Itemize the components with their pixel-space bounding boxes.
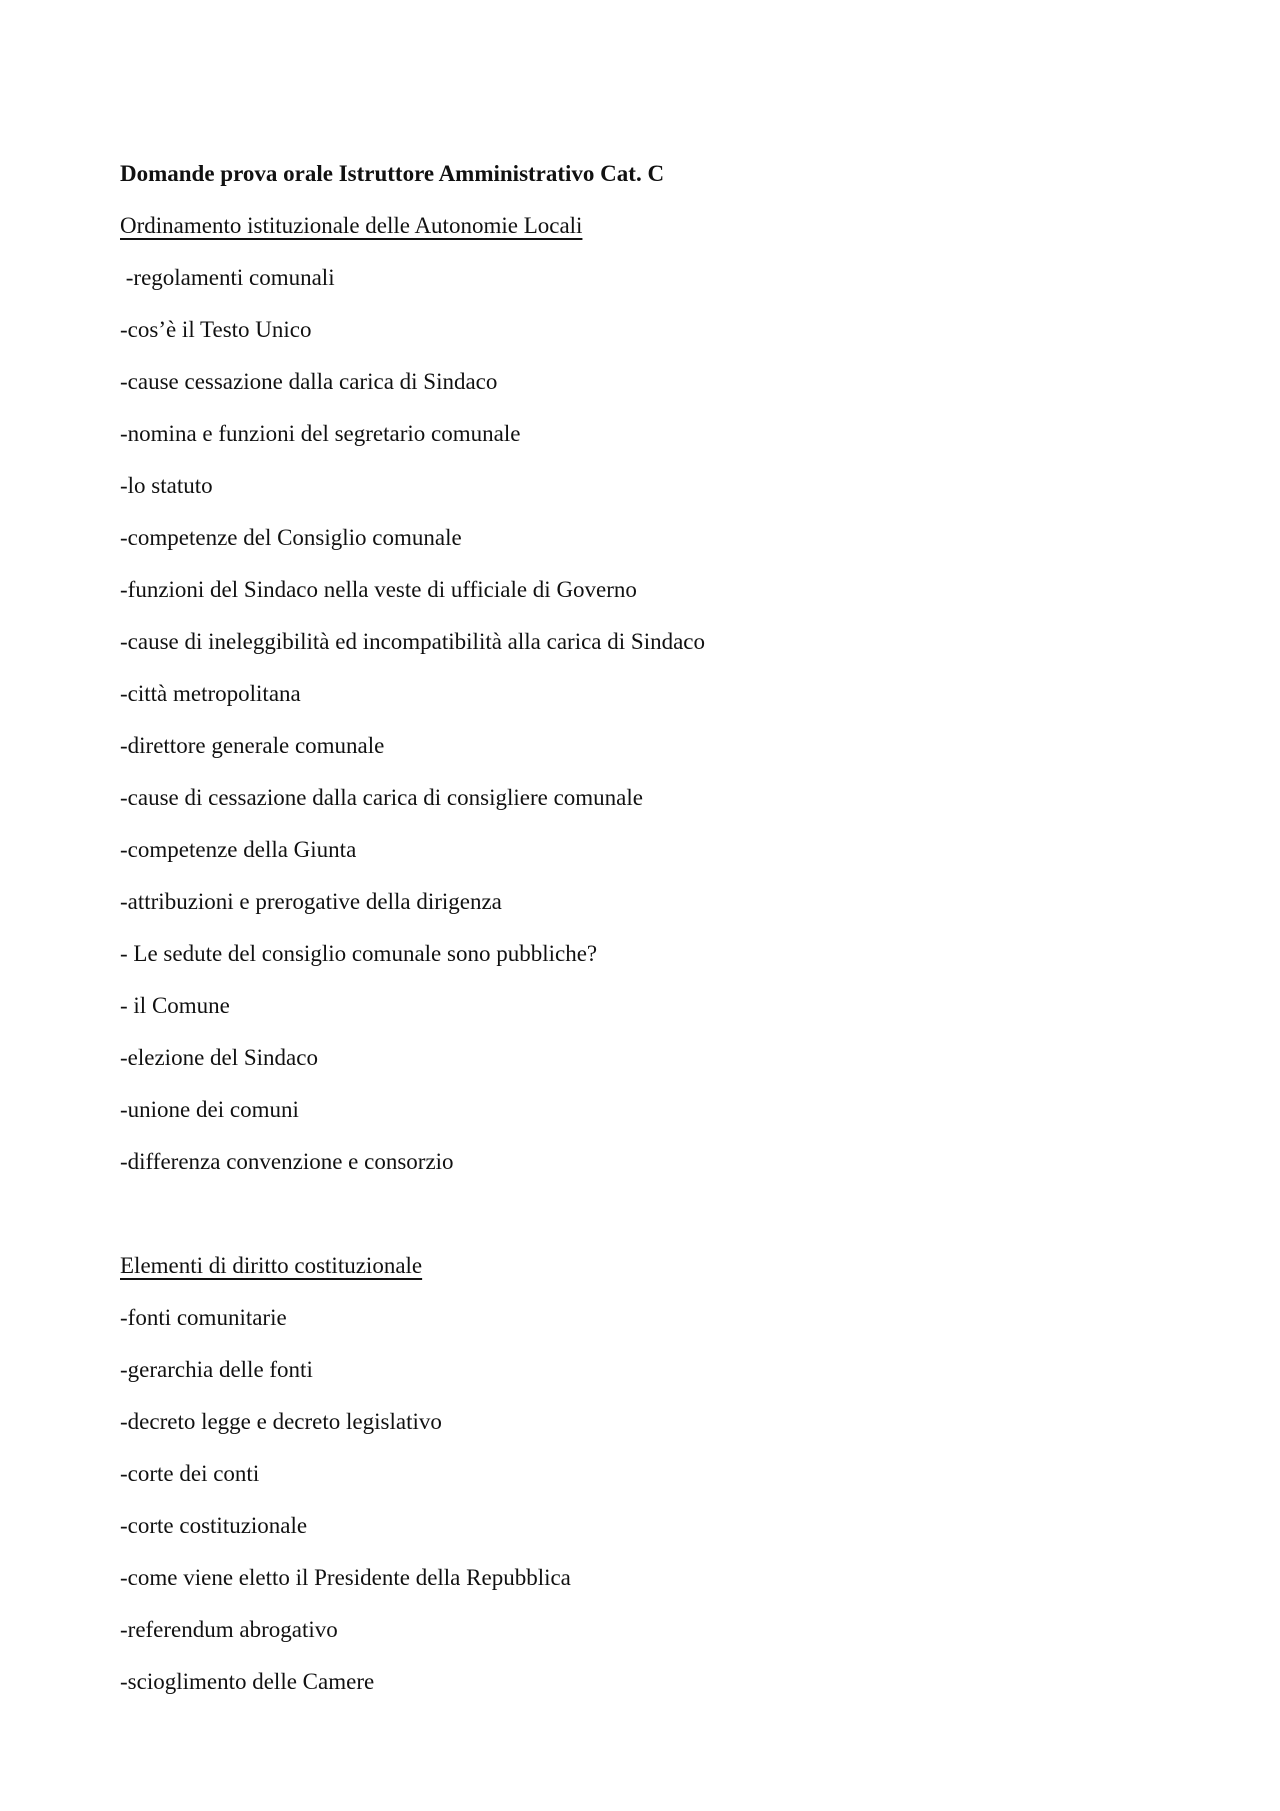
list-item: -lo statuto: [120, 473, 213, 498]
list-item: -unione dei comuni: [120, 1097, 299, 1122]
list-item: -cause di cessazione dalla carica di consigliere comunale: [120, 785, 643, 810]
list-item: -cause cessazione dalla carica di Sindaco: [120, 369, 498, 394]
list-item: - il Comune: [120, 993, 230, 1018]
list-item: -direttore generale comunale: [120, 733, 385, 758]
list-item: -funzioni del Sindaco nella veste di ufficiale di Governo: [120, 577, 637, 602]
list-item: -nomina e funzioni del segretario comunale: [120, 421, 521, 446]
list-item: -corte dei conti: [120, 1461, 260, 1486]
section-heading-diritto-costituzionale: [120, 1240, 1160, 1292]
list-item: -cause di ineleggibilità ed incompatibilità alla carica di Sindaco: [120, 629, 706, 654]
document-title: Domande prova orale Istruttore Amministrativo Cat. C: [120, 161, 665, 186]
list-item: -elezione del Sindaco: [120, 1045, 318, 1070]
list-item: -città metropolitana: [120, 681, 301, 706]
list-item: - Le sedute del consiglio comunale sono pubbliche?: [120, 941, 598, 966]
list-item: -cos’è il Testo Unico: [120, 317, 312, 342]
document-content: [120, 148, 1160, 1708]
list-item: -referendum abrogativo: [120, 1617, 338, 1642]
section-heading-autonomie-locali: [120, 200, 1160, 252]
section-spacer: [120, 1188, 1160, 1240]
list-item: -regolamenti comunali: [120, 265, 335, 290]
list-item: -gerarchia delle fonti: [120, 1357, 313, 1382]
section-heading-text: Ordinamento istituzionale delle Autonomie Locali: [120, 213, 583, 238]
list-item: -attribuzioni e prerogative della dirigenza: [120, 889, 502, 914]
list-item: -differenza convenzione e consorzio: [120, 1149, 454, 1174]
list-item: -decreto legge e decreto legislativo: [120, 1409, 442, 1434]
list-item: -competenze della Giunta: [120, 837, 357, 862]
list-item: -scioglimento delle Camere: [120, 1669, 375, 1694]
list-item: -competenze del Consiglio comunale: [120, 525, 462, 550]
section-heading-text: Elementi di diritto costituzionale: [120, 1253, 423, 1278]
list-item: -come viene eletto il Presidente della Repubblica: [120, 1565, 571, 1590]
list-item: -corte costituzionale: [120, 1513, 308, 1538]
list-item: -fonti comunitarie: [120, 1305, 287, 1330]
